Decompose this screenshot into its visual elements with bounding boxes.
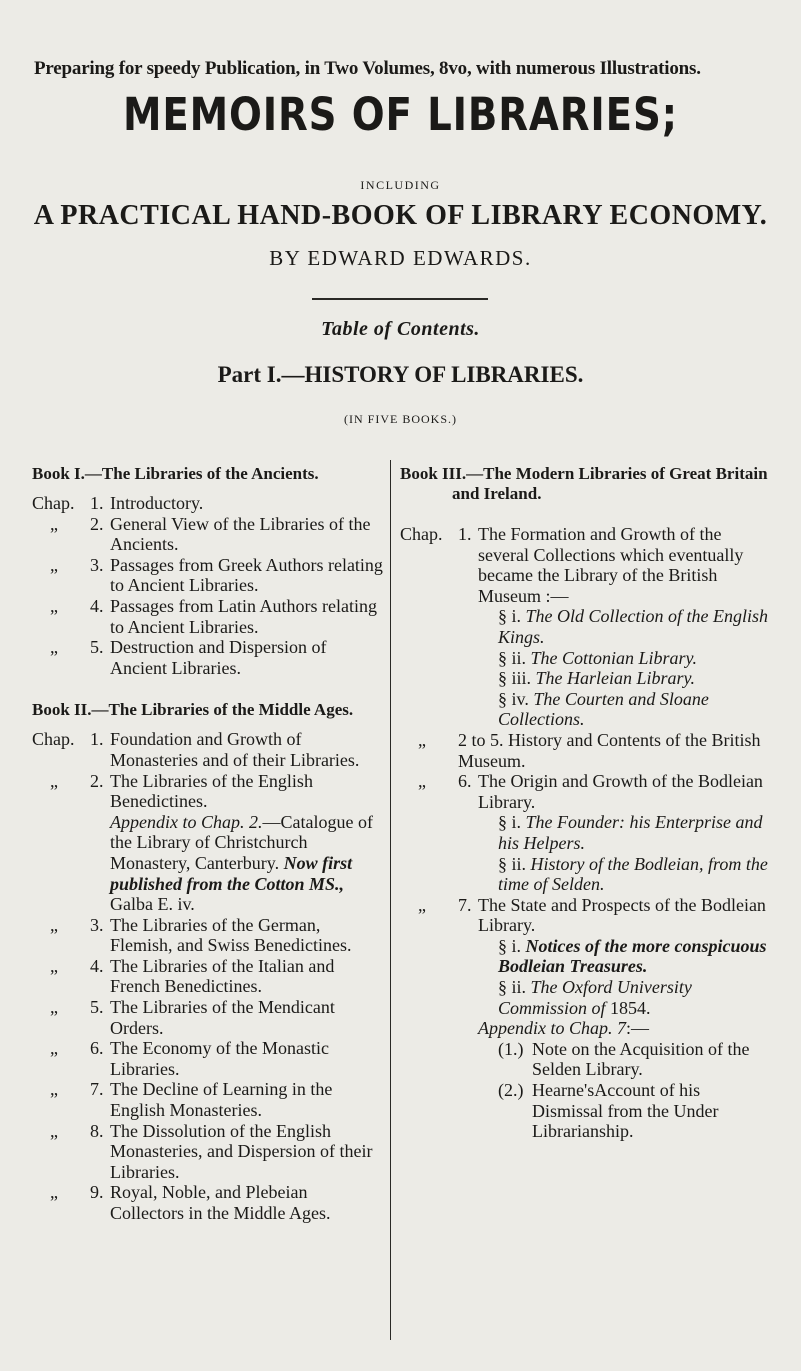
chapter-prefix: „ [50, 513, 58, 534]
chapter-title-text: The State and Prospects of the Bodleian Library. [478, 894, 766, 936]
chapter-title: Introductory. [110, 493, 204, 513]
section-entry [478, 812, 772, 853]
right-column [400, 464, 772, 1142]
appendix-label-number: 7 [616, 1018, 626, 1039]
section-mark: § ii. [498, 853, 527, 874]
chapter-entry [400, 895, 772, 1142]
appendix-item [478, 1039, 772, 1080]
book-1-heading: Book I.—The Libraries of the Ancients. [32, 464, 319, 483]
appendix-item-text: Hearne'sAccount of his Dismissal from the Under Librarianship. [532, 1080, 719, 1142]
section-title: The Founder: his Enterprise and his Helpers. [498, 812, 763, 853]
chapter-title: Foundation and Growth of Monasteries and of their Libraries. [110, 729, 360, 770]
chapter-title: The Libraries of the Italian and French Benedictines. [110, 955, 335, 997]
books-note: (IN FIVE BOOKS.) [344, 412, 457, 426]
chapter-prefix: „ [50, 1120, 58, 1141]
appendix-label-number: 2. [248, 811, 263, 832]
chapter-prefix: „ [50, 1038, 58, 1059]
publication-notice: Preparing for speedy Publication, in Two Volumes, 8vo, with numerous Illustrations. [34, 58, 701, 79]
chapter-entry [32, 514, 384, 555]
section-mark: § ii. [498, 977, 527, 998]
section-entry [478, 936, 772, 977]
chapter-number: 8. [90, 1120, 104, 1141]
including-label: INCLUDING [360, 178, 441, 192]
chapter-number: 1. [90, 493, 104, 513]
appendix-heading [478, 1018, 772, 1039]
chapter-prefix: „ [50, 1182, 58, 1203]
chapter-prefix: „ [50, 595, 58, 616]
appendix-separator: :— [625, 1018, 649, 1039]
section-title: The Oxford University Commission of [498, 977, 692, 1018]
section-title: Notices of the more conspicuous Bodleian Treasures. [498, 935, 767, 977]
section-title: The Harleian Library. [535, 668, 696, 689]
chapter-number: 6. [90, 1038, 104, 1059]
chapter-prefix: „ [418, 771, 426, 792]
book-title: MEMOIRS OF LIBRARIES; [122, 88, 679, 141]
chapter-entry [32, 1038, 384, 1079]
chapter-prefix: „ [50, 770, 58, 791]
chapter-number: 7. [458, 894, 472, 915]
chapter-title: The Decline of Learning in the English Monasteries. [110, 1079, 333, 1121]
chapter-number: 3. [90, 914, 104, 935]
book-subtitle: A PRACTICAL HAND-BOOK OF LIBRARY ECONOMY. [33, 200, 768, 231]
chapter-prefix: „ [418, 894, 426, 915]
chapter-title: Passages from Latin Authors relating to Ancient Libraries. [110, 595, 377, 637]
chapter-prefix: Chap. [32, 493, 75, 513]
section-title: History of the Bodleian, from the time of Selden. [498, 853, 768, 895]
chapter-entry [32, 637, 384, 678]
book-3-heading: Book III.—The Modern Libraries of Great Britain and Ireland. [400, 464, 768, 503]
chapter-title: Destruction and Dispersion of Ancient Libraries. [110, 637, 327, 678]
chapter-title [478, 524, 772, 730]
chapter-entry [400, 730, 772, 771]
chapter-number: 1. [90, 729, 104, 750]
section-mark: § ii. [498, 647, 527, 668]
chapter-number: 7. [90, 1079, 104, 1100]
chapter-number: 4. [90, 595, 104, 616]
chapter-number: 2. [90, 513, 104, 534]
appendix-item [478, 1080, 772, 1142]
chapter-title: The Dissolution of the English Monasteries, and Dispersion of their Libraries. [110, 1120, 373, 1182]
chapter-entry [32, 915, 384, 956]
chapter-prefix: „ [50, 1079, 58, 1100]
chapter-number: 4. [90, 955, 104, 976]
appendix-emphasis: Now first published from the Cotton MS., [110, 852, 353, 894]
chapter-prefix: „ [50, 997, 58, 1018]
left-column [32, 464, 384, 1224]
section-entry [478, 854, 772, 895]
chapter-prefix: „ [50, 637, 58, 658]
chapter-number: 3. [90, 554, 104, 575]
part-heading: Part I.—HISTORY OF LIBRARIES. [217, 362, 584, 387]
section-entry [478, 648, 772, 669]
chapter-title-text: The Libraries of the English Benedictines. [110, 770, 313, 812]
chapter-prefix: „ [50, 914, 58, 935]
chapter-prefix: „ [50, 554, 58, 575]
chapter-entry [400, 771, 772, 895]
divider-rule [312, 298, 488, 300]
chapter-entry [32, 1182, 384, 1223]
chapter-title [458, 730, 772, 771]
author-byline: BY EDWARD EDWARDS. [269, 246, 532, 270]
section-mark: § iii. [498, 668, 532, 689]
chapter-number: 5. [90, 997, 104, 1018]
section-mark: § iv. [498, 688, 529, 709]
chapter-entry [32, 596, 384, 637]
section-entry [478, 606, 772, 647]
appendix-label: Appendix to Chap. [110, 811, 245, 832]
chapter-title [478, 771, 772, 895]
chapter-prefix: Chap. [400, 524, 443, 544]
chapter-prefix: „ [418, 729, 426, 750]
chapter-entry [32, 1121, 384, 1183]
chapter-title [478, 895, 772, 1142]
section-title: The Old Collection of the English Kings. [498, 606, 768, 647]
chapter-title-text: The Origin and Growth of the Bodleian Library. [478, 771, 763, 812]
chapter-title: Passages from Greek Authors relating to Ancient Libraries. [110, 554, 383, 596]
chapter-entry [32, 729, 384, 770]
section-entry [478, 977, 772, 1018]
appendix-item-mark: (1.) [498, 1038, 524, 1059]
chapter-number: 6. [458, 771, 472, 792]
section-title: The Cottonian Library. [530, 647, 698, 668]
chapter-entry [32, 956, 384, 997]
chapter-title-text: The Formation and Growth of the several Collections which eventually became the Library of the British Museum :— [478, 524, 744, 606]
chapter-entry [32, 1079, 384, 1120]
section-mark: § i. [498, 812, 522, 833]
chapter-title: The Libraries of the German, Flemish, and Swiss Benedictines. [110, 914, 352, 956]
chapter-title: General View of the Libraries of the Ancients. [110, 513, 371, 555]
section-entry [478, 668, 772, 689]
book-2-heading: Book II.—The Libraries of the Middle Ages. [32, 700, 354, 720]
section-mark: § i. [498, 935, 522, 956]
appendix-item-mark: (2.) [498, 1080, 524, 1101]
table-of-contents-heading: Table of Contents. [321, 318, 480, 340]
section-year: 1854. [610, 997, 651, 1018]
section-entry [478, 689, 772, 730]
chapter-entry [32, 997, 384, 1038]
appendix-tail: Galba E. iv. [110, 894, 195, 915]
chapter-title: Royal, Noble, and Plebeian Collectors in the Middle Ages. [110, 1182, 331, 1223]
chapter-title-text: History and Contents of the British Museum. [458, 729, 761, 771]
section-title: The Courten and Sloane Collections. [498, 688, 709, 730]
chapter-prefix: Chap. [32, 729, 75, 750]
chapter-number: 2 to 5. [458, 729, 504, 750]
chapter-title: The Libraries of the Mendicant Orders. [110, 997, 335, 1038]
chapter-prefix: „ [50, 955, 58, 976]
chapter-entry [400, 524, 772, 730]
chapter-number: 5. [90, 637, 104, 658]
chapter-number: 1. [458, 524, 472, 544]
chapter-number: 9. [90, 1182, 104, 1203]
chapter-number: 2. [90, 770, 104, 791]
chapter-entry [32, 771, 384, 915]
appendix-label: Appendix to Chap. [478, 1018, 613, 1039]
chapter-title: The Economy of the Monastic Libraries. [110, 1038, 329, 1079]
appendix-text: —Catalogue of the Library of Christchurch Monastery, Canterbury. [110, 811, 373, 873]
chapter-entry [32, 493, 384, 514]
section-mark: § i. [498, 606, 522, 627]
appendix-item-text: Note on the Acquisition of the Selden Library. [532, 1038, 750, 1080]
chapter-entry [32, 555, 384, 596]
column-divider [390, 460, 391, 1340]
chapter-title [110, 771, 384, 915]
